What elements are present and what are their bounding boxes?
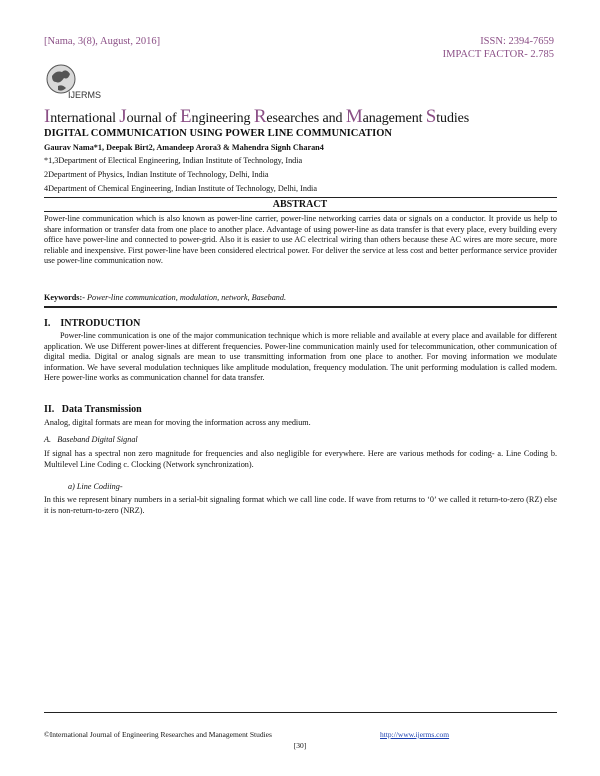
logo-text: IJERMS	[68, 90, 102, 100]
keywords-label: Keywords:-	[44, 293, 85, 302]
issn: ISSN: 2394-7659	[480, 36, 554, 47]
abstract-text: Power-line communication which is also known as power-line carrier, power-line networking carries data or signals on a conductor. It provide us help to share information or transfer data from one place to another place. Advantage of using power-line as data transfer is that every place, every building every office have power-line and connected to power-grid. Also it is easier to use AC electrical wiring than others because these AC wires are more secure, more reliable and inexpensive. First power-line have been considered electrical power. For deliver the service at less cost and better performance service provider use power-line communication now.	[44, 214, 557, 266]
page-number: [30]	[293, 741, 307, 750]
citation: [Nama, 3(8), August, 2016]	[44, 36, 161, 47]
divider	[44, 211, 557, 212]
journal-logo	[44, 62, 104, 104]
section-heading-introduction: I. INTRODUCTION	[44, 318, 141, 329]
section-heading-data-transmission: II. Data Transmission	[44, 404, 142, 415]
affiliation-2: 2Department of Physics, Indian Institute of Technology, Delhi, India	[44, 170, 269, 179]
footer-divider	[44, 712, 557, 713]
subsection-heading-baseband: A. Baseband Digital Signal	[44, 435, 138, 444]
journal-title: International Journal of Engineering Researches and Management Studies	[44, 106, 470, 127]
impact-factor: IMPACT FACTOR- 2.785	[442, 49, 554, 60]
footer-url-link[interactable]: http://www.ijerms.com	[380, 730, 450, 739]
baseband-text: If signal has a spectral non zero magnitude for frequencies and also negligible for everywhere. Here are various methods for coding- a. Line Coding b. Multilevel Line Coding c. Clocking (Network synchronization).	[44, 449, 557, 469]
keywords-text: Power-line communication, modulation, network, Baseband.	[84, 293, 287, 302]
divider	[44, 197, 557, 198]
data-transmission-text: Analog, digital formats are mean for moving the information across any medium.	[44, 418, 311, 427]
abstract-heading: ABSTRACT	[272, 199, 328, 210]
keywords	[44, 293, 557, 304]
affiliation-1: *1,3Department of Electical Engineering, Indian Institute of Technology, India	[44, 156, 303, 165]
introduction-text: Power-line communication is one of the major communication technique which is more reliable and available at every place and available for different application. We use Different power-lines at different frequencies. Power-line communication mainly used for telecommunication, other communication of digital media. Digital or analog signals are mean to use transmitting information from one place to another. For moving information we modulate information. We have several modulation techniques like amplitude modulation, frequency modulation. The unit performing modulation is called modem. Here power-line works as communication channel for data transfer.	[44, 331, 557, 383]
footer-journal: ©International Journal of Engineering Researches and Management Studies	[44, 730, 272, 739]
authors: Gaurav Nama*1, Deepak Birt2, Amandeep Arora3 & Mahendra Signh Charan4	[44, 143, 324, 152]
subsubsection-heading-line-coding: a) Line Codiing-	[68, 482, 123, 491]
line-coding-text: In this we represent binary numbers in a serial-bit signaling format which we call line code. If wave from returns to ‘0’ we called it return-to-zero (RZ) else it is non-return-to-zero (NRZ).	[44, 495, 557, 515]
divider	[44, 306, 557, 308]
affiliation-3: 4Department of Chemical Engineering, Indian Institute of Technology, Delhi, India	[44, 184, 317, 193]
paper-title: DIGITAL COMMUNICATION USING POWER LINE COMMUNICATION	[44, 128, 392, 139]
